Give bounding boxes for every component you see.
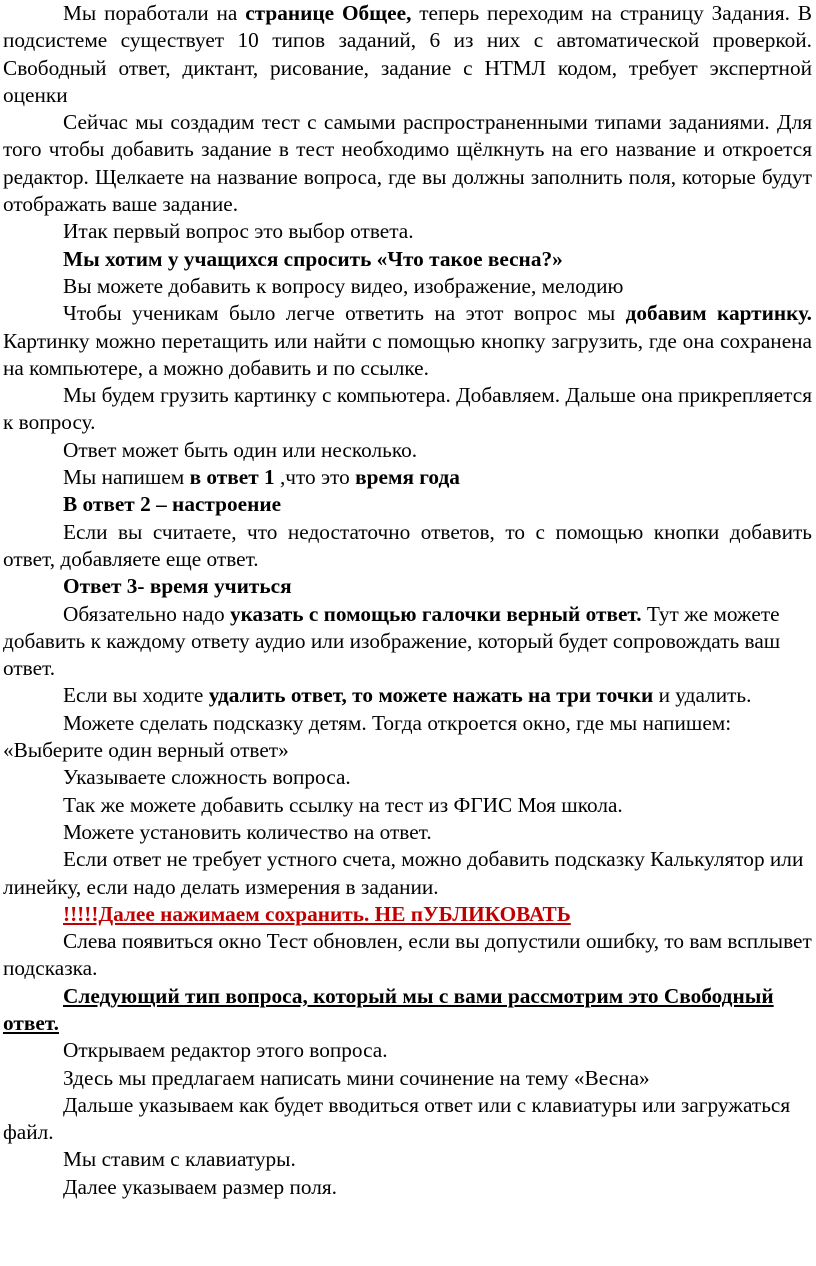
paragraph-question-text: Мы хотим у учащихся спросить «Что такое весна?» [63, 246, 563, 271]
paragraph-link: Так же можете добавить ссылку на тест из ФГИС Моя школа. [63, 792, 623, 817]
paragraph-first-question: Итак первый вопрос это выбор ответа. [63, 219, 414, 244]
paragraph-test-updated: Слева появиться окно Тест обновлен, если вы допустили ошибку, то вам всплывет подсказка. [3, 929, 812, 981]
paragraph-media: Вы можете добавить к вопросу видео, изображение, мелодию [63, 273, 624, 298]
paragraph-checkmark: Обязательно надо указать с помощью галочки верный ответ. Тут же можете добавить к каждому ответу аудио или изображение, который будет сопровождать ваш ответ. [3, 601, 781, 681]
paragraph-input-method: Дальше указываем как будет вводиться ответ или с клавиатуры или загружаться файл. [3, 1092, 791, 1145]
paragraph-open-editor: Открываем редактор этого вопроса. [63, 1038, 388, 1063]
paragraph-field-size: Далее указываем размер поля. [63, 1174, 337, 1199]
paragraph-intro: Мы поработали на странице Общее, теперь переходим на страницу Задания. В подсистеме существует 10 типов заданий, 6 из них с автоматической проверкой. Свободный ответ, диктант, рисование, задание с НТМЛ кодом, требует экспертной оценки [3, 1, 812, 107]
paragraph-calculator: Если ответ не требует устного счета, можно добавить подсказку Калькулятор или линейку, если надо делать измерения в задании. [3, 847, 804, 899]
paragraph-next-type: Следующий тип вопроса, который мы с вами рассмотрим это Свободный ответ. [3, 983, 774, 1035]
paragraph-quantity: Можете установить количество на ответ. [63, 819, 432, 844]
paragraph-essay: Здесь мы предлагаем написать мини сочинение на тему «Весна» [63, 1065, 650, 1090]
paragraph-answer-3: Ответ 3- время учиться [63, 574, 292, 599]
paragraph-answer-1: Мы напишем в ответ 1 ,что это время года [63, 465, 460, 490]
paragraph-delete-answer: Если вы ходите удалить ответ, то можете нажать на три точки и удалить. [63, 683, 752, 708]
paragraph-keyboard: Мы ставим с клавиатуры. [63, 1147, 296, 1172]
paragraph-answer-count: Ответ может быть один или несколько. [63, 437, 418, 462]
paragraph-difficulty: Указываете сложность вопроса. [63, 765, 351, 790]
paragraph-upload: Мы будем грузить картинку с компьютера. Добавляем. Дальше она прикрепляется к вопросу. [3, 383, 812, 435]
paragraph-add-picture: Чтобы ученикам было легче ответить на этот вопрос мы добавим картинку. Картинку можно перетащить или найти с помощью кнопку загрузить, где она сохранена на компьютере, а можно добавить и по ссылке. [3, 301, 812, 380]
paragraph-save-warning: !!!!!Далее нажимаем сохранить. НЕ пУБЛИКОВАТЬ [63, 901, 571, 926]
paragraph-hint: Можете сделать подсказку детям. Тогда откроется окно, где мы напишем: «Выберите один верный ответ» [3, 710, 732, 763]
paragraph-answer-2: В ответ 2 – настроение [63, 492, 282, 517]
paragraph-add-answer: Если вы считаете, что недостаточно ответов, то с помощью кнопки добавить ответ, добавляете еще ответ. [3, 519, 812, 571]
paragraph-create-test: Сейчас мы создадим тест с самыми распространенными типами заданиями. Для того чтобы добавить задание в тест необходимо щёлкнуть на его название и откроется редактор. Щелкаете на название вопроса, где вы должны заполнить поля, которые будут отображать ваше задание. [3, 110, 812, 217]
